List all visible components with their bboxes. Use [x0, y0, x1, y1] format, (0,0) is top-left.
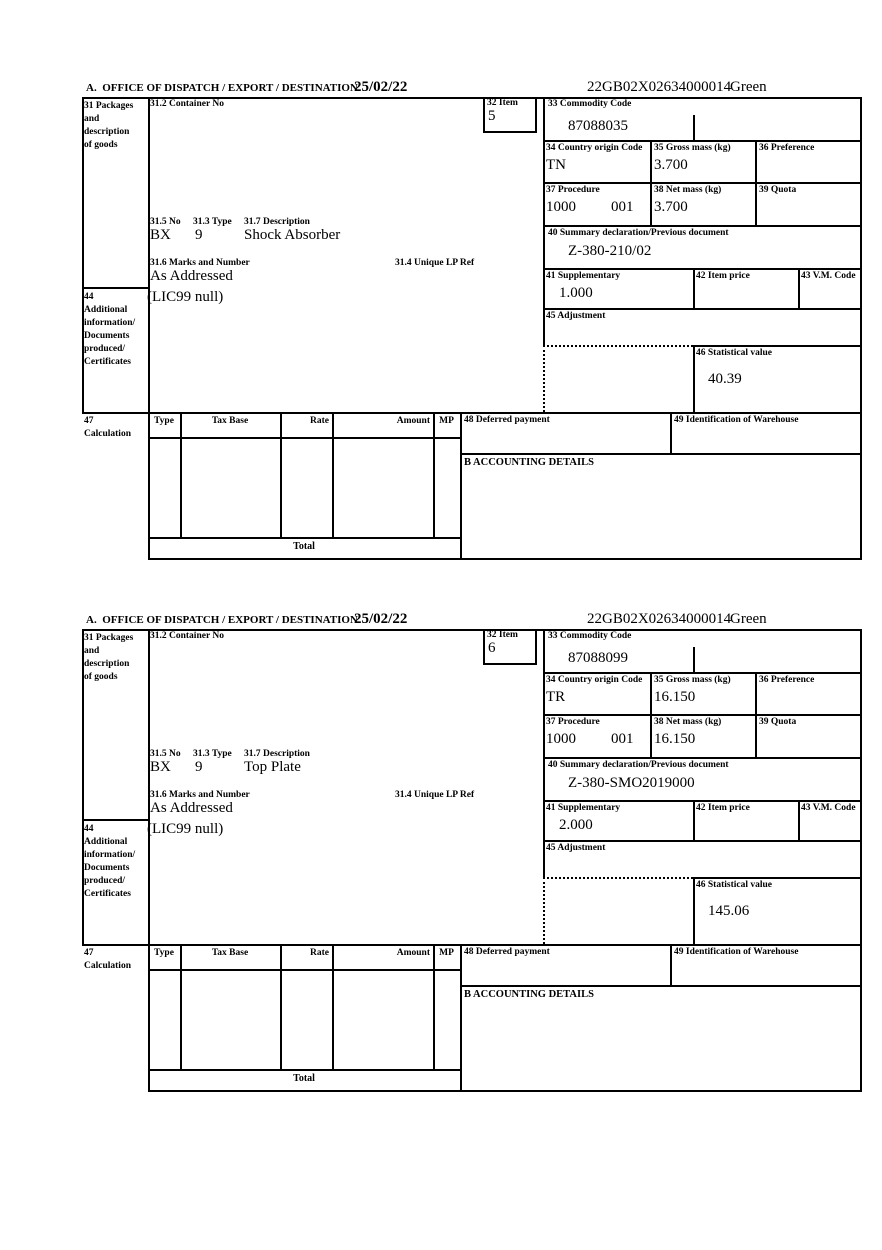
- box49-label: 49 Identification of Warehouse: [674, 415, 799, 425]
- section-header: [82, 78, 862, 97]
- description-value: Shock Absorber: [244, 227, 341, 243]
- previous-document-value: Z-380-SMO2019000: [568, 775, 695, 791]
- grid-line: [280, 944, 282, 1069]
- box33-label: 33 Commodity Code: [548, 631, 632, 641]
- description-value: Top Plate: [244, 759, 301, 775]
- grid-line: [82, 412, 862, 414]
- box38-label: 38 Net mass (kg): [654, 185, 722, 195]
- box31-label: 31 Packages and description of goods: [84, 633, 134, 682]
- package-type-value: 9: [195, 759, 203, 775]
- grid-line: [543, 308, 862, 310]
- item-form-grid: [82, 629, 862, 1092]
- grid-line: [543, 672, 862, 674]
- grid-line: [180, 412, 182, 537]
- grid-line: [860, 97, 862, 558]
- grid-line: [693, 877, 695, 944]
- grid-line: [460, 944, 462, 1090]
- grid-line: [693, 268, 695, 308]
- item-number-box: [483, 629, 537, 665]
- grid-line: [670, 412, 672, 453]
- office-of-dispatch-header: A. OFFICE OF DISPATCH / EXPORT / DESTINATION: [86, 614, 358, 626]
- statistical-value: 40.39: [708, 371, 742, 387]
- box47-label: 47 Calculation: [84, 948, 131, 971]
- grid-line: [460, 453, 862, 455]
- grid-line: [543, 800, 862, 802]
- box41-label: 41 Supplementary: [546, 271, 621, 281]
- package-no-value: BX: [150, 759, 171, 775]
- item-number-value: 5: [488, 108, 496, 124]
- grid-line: [460, 985, 862, 987]
- dotted-divider: [543, 877, 693, 879]
- calc-mp-header: MP: [439, 416, 454, 426]
- box42-label: 42 Item price: [696, 271, 750, 281]
- calc-rate-header: Rate: [310, 948, 329, 958]
- box48-label: 48 Deferred payment: [464, 415, 550, 425]
- box42-label: 42 Item price: [696, 803, 750, 813]
- box31-2-label: 31.2 Container No: [150, 99, 224, 109]
- box31-2-label: 31.2 Container No: [150, 631, 224, 641]
- box37-label: 37 Procedure: [546, 717, 600, 727]
- box36-label: 36 Preference: [759, 143, 815, 153]
- calc-amount-header: Amount: [396, 416, 430, 426]
- grid-line: [148, 97, 150, 558]
- routing-status: Green: [730, 79, 767, 95]
- grid-line: [82, 944, 862, 946]
- grid-line: [433, 944, 435, 1069]
- marks-value: As Addressed: [150, 268, 233, 284]
- calc-mp-header: MP: [439, 948, 454, 958]
- calc-total-label: Total: [293, 541, 315, 552]
- box45-label: 45 Adjustment: [546, 843, 606, 853]
- grid-line: [798, 800, 800, 840]
- declaration-reference: 22GB02X02634000014: [587, 79, 732, 95]
- grid-line: [460, 412, 462, 558]
- calc-amount-header: Amount: [396, 948, 430, 958]
- procedure-extra-value: 001: [611, 731, 634, 747]
- grid-line: [670, 944, 672, 985]
- box45-label: 45 Adjustment: [546, 311, 606, 321]
- accounting-details-label: B ACCOUNTING DETAILS: [464, 457, 594, 468]
- grid-line: [755, 140, 757, 225]
- grid-line: [148, 1069, 460, 1071]
- grid-line: [693, 877, 862, 879]
- calc-taxbase-header: Tax Base: [211, 948, 249, 958]
- section-header: [82, 610, 862, 629]
- box44-label: 44 Additional information/ Documents produced/ Certificates: [84, 824, 136, 899]
- grid-line: [693, 647, 695, 672]
- grid-line: [543, 714, 862, 716]
- previous-document-value: Z-380-210/02: [568, 243, 652, 259]
- dotted-divider: [543, 345, 693, 347]
- grid-line: [332, 412, 334, 537]
- box43-label: 43 V.M. Code: [801, 271, 856, 281]
- procedure-value: 1000: [546, 731, 576, 747]
- procedure-extra-value: 001: [611, 199, 634, 215]
- grid-line: [148, 437, 460, 439]
- commodity-code-value: 87088035: [568, 118, 628, 134]
- grid-line: [650, 672, 652, 757]
- grid-line: [280, 412, 282, 537]
- grid-line: [148, 558, 862, 560]
- grid-line: [543, 757, 862, 759]
- accounting-details-label: B ACCOUNTING DETAILS: [464, 989, 594, 1000]
- grid-line: [755, 672, 757, 757]
- package-type-value: 9: [195, 227, 203, 243]
- grid-line: [693, 345, 862, 347]
- box35-label: 35 Gross mass (kg): [654, 675, 731, 685]
- box37-label: 37 Procedure: [546, 185, 600, 195]
- box40-label: 40 Summary declaration/Previous document: [548, 228, 729, 238]
- calc-type-header: Type: [154, 416, 174, 426]
- box31-5-label: 31.5 No: [150, 217, 181, 227]
- box31-label: 31 Packages and description of goods: [84, 101, 134, 150]
- grid-line: [543, 840, 862, 842]
- grid-line: [650, 140, 652, 225]
- box33-label: 33 Commodity Code: [548, 99, 632, 109]
- procedure-value: 1000: [546, 199, 576, 215]
- box31-4-label: 31.4 Unique LP Ref: [395, 258, 475, 268]
- box32-label: 32 Item: [487, 630, 518, 640]
- box31-6-label: 31.6 Marks and Number: [150, 258, 250, 268]
- grid-line: [860, 629, 862, 1090]
- grid-line: [82, 819, 148, 821]
- calc-total-label: Total: [293, 1073, 315, 1084]
- box35-label: 35 Gross mass (kg): [654, 143, 731, 153]
- net-mass-value: 3.700: [654, 199, 688, 215]
- net-mass-value: 16.150: [654, 731, 696, 747]
- gross-mass-value: 16.150: [654, 689, 696, 705]
- box31-3-label: 31.3 Type: [193, 217, 232, 227]
- additional-info-value: (LIC99 null): [147, 821, 224, 837]
- box31-3-label: 31.3 Type: [193, 749, 232, 759]
- box34-label: 34 Country origin Code: [546, 675, 643, 685]
- box47-label: 47 Calculation: [84, 416, 131, 439]
- box32-label: 32 Item: [487, 98, 518, 108]
- declaration-item-section-1: [82, 78, 862, 560]
- declaration-date: 25/02/22: [354, 611, 408, 627]
- box46-label: 46 Statistical value: [696, 880, 772, 890]
- box41-label: 41 Supplementary: [546, 803, 621, 813]
- box39-label: 39 Quota: [759, 185, 797, 195]
- box36-label: 36 Preference: [759, 675, 815, 685]
- grid-line: [543, 268, 862, 270]
- routing-status: Green: [730, 611, 767, 627]
- supplementary-value: 1.000: [559, 285, 593, 301]
- box31-4-label: 31.4 Unique LP Ref: [395, 790, 475, 800]
- grid-line: [543, 182, 862, 184]
- grid-line: [433, 412, 435, 537]
- box39-label: 39 Quota: [759, 717, 797, 727]
- box31-6-label: 31.6 Marks and Number: [150, 790, 250, 800]
- package-no-value: BX: [150, 227, 171, 243]
- gross-mass-value: 3.700: [654, 157, 688, 173]
- commodity-code-value: 87088099: [568, 650, 628, 666]
- box34-label: 34 Country origin Code: [546, 143, 643, 153]
- box40-label: 40 Summary declaration/Previous document: [548, 760, 729, 770]
- supplementary-value: 2.000: [559, 817, 593, 833]
- grid-line: [798, 268, 800, 308]
- calc-type-header: Type: [154, 948, 174, 958]
- office-of-dispatch-header: A. OFFICE OF DISPATCH / EXPORT / DESTINATION: [86, 82, 358, 94]
- additional-info-value: (LIC99 null): [147, 289, 224, 305]
- marks-value: As Addressed: [150, 800, 233, 816]
- grid-line: [543, 629, 545, 877]
- dotted-divider: [543, 345, 545, 412]
- box31-7-label: 31.7 Description: [244, 217, 310, 227]
- grid-line: [180, 944, 182, 1069]
- grid-line: [543, 225, 862, 227]
- item-number-box: [483, 97, 537, 133]
- grid-line: [148, 969, 460, 971]
- statistical-value: 145.06: [708, 903, 750, 919]
- grid-line: [543, 97, 545, 345]
- box38-label: 38 Net mass (kg): [654, 717, 722, 727]
- grid-line: [148, 629, 150, 1090]
- item-form-grid: [82, 97, 862, 560]
- grid-line: [693, 800, 695, 840]
- declaration-reference: 22GB02X02634000014: [587, 611, 732, 627]
- box43-label: 43 V.M. Code: [801, 803, 856, 813]
- grid-line: [543, 140, 862, 142]
- box46-label: 46 Statistical value: [696, 348, 772, 358]
- box49-label: 49 Identification of Warehouse: [674, 947, 799, 957]
- grid-line: [82, 287, 148, 289]
- box44-label: 44 Additional information/ Documents produced/ Certificates: [84, 292, 136, 367]
- grid-line: [148, 1090, 862, 1092]
- grid-line: [148, 537, 460, 539]
- declaration-item-section-2: [82, 610, 862, 1092]
- box31-5-label: 31.5 No: [150, 749, 181, 759]
- calc-taxbase-header: Tax Base: [211, 416, 249, 426]
- box48-label: 48 Deferred payment: [464, 947, 550, 957]
- grid-line: [693, 115, 695, 140]
- box31-7-label: 31.7 Description: [244, 749, 310, 759]
- grid-line: [332, 944, 334, 1069]
- calc-rate-header: Rate: [310, 416, 329, 426]
- declaration-date: 25/02/22: [354, 79, 408, 95]
- dotted-divider: [543, 877, 545, 944]
- item-number-value: 6: [488, 640, 496, 656]
- grid-line: [693, 345, 695, 412]
- country-origin-value: TR: [546, 689, 566, 705]
- country-origin-value: TN: [546, 157, 566, 173]
